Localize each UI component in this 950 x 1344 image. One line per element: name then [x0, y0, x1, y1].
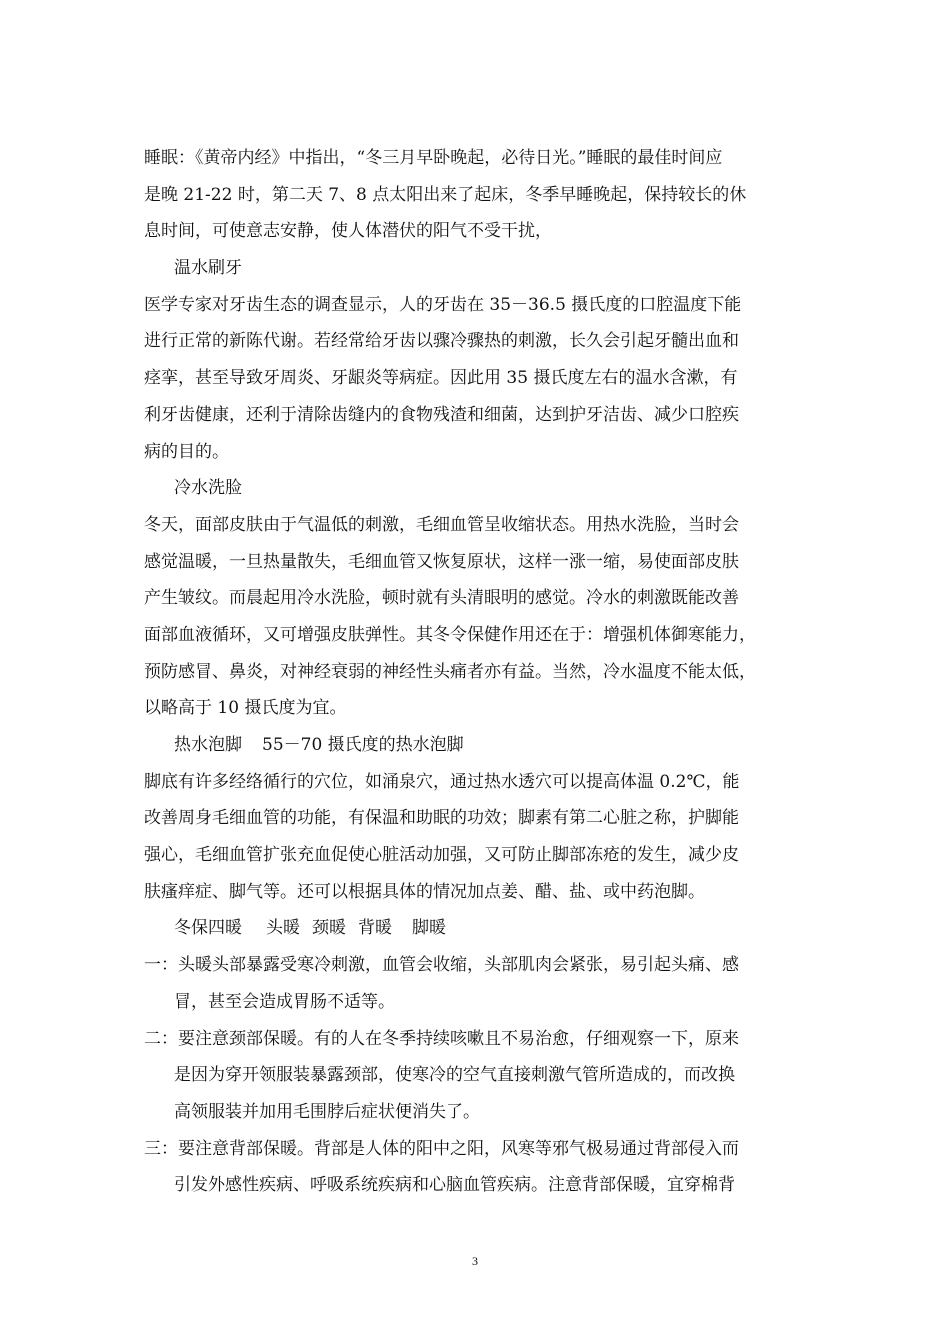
paragraph-line: 以略高于 10 摄氏度为宜。 — [144, 698, 347, 719]
list-marker: 三： — [144, 1138, 178, 1159]
paragraph-line: 强心，毛细血管扩张充血促使心脏活动加强，又可防止脚部冻疮的发生，减少皮 — [144, 845, 739, 866]
list-item-line: 要注意背部保暖。背部是人体的阳中之阳，风寒等邪气极易通过背部侵入而 — [178, 1138, 739, 1159]
paragraph-line: 面部血液循环，又可增强皮肤弹性。其冬令保健作用还在于：增强机体御寒能力， — [144, 624, 756, 645]
list-item-line: 引发外感性疾病、呼吸系统疾病和心脑血管疾病。注意背部保暖，宜穿棉背 — [174, 1175, 735, 1196]
sleep-paragraph — [144, 140, 812, 250]
list-item-line: 是因为穿开领服装暴露颈部，使寒冷的空气直接刺激气管所造成的，而改换 — [174, 1065, 735, 1086]
paragraph-line: 息时间，可使意志安静，使人体潜伏的阳气不受干扰， — [144, 221, 552, 242]
list-item — [144, 1021, 812, 1131]
four-warm-item: 脚暖 — [412, 918, 446, 939]
section-heading-teeth: 温水刷牙 — [174, 258, 242, 279]
section-heading-four-warm — [144, 910, 812, 947]
paragraph-line: 产生皱纹。而晨起用冷水洗脸，顿时就有头清眼明的感觉。冷水的刺激既能改善 — [144, 588, 739, 609]
list-item — [144, 1131, 812, 1204]
paragraph-line: 进行正常的新陈代谢。若经常给牙齿以骤冷骤热的刺激，长久会引起牙髓出血和 — [144, 331, 739, 352]
four-warm-item: 头暖 — [266, 918, 300, 939]
list-item-line: 冒，甚至会造成胃肠不适等。 — [174, 991, 395, 1012]
list-item — [144, 947, 812, 1020]
teeth-paragraph — [144, 287, 812, 470]
list-item-line: 要注意颈部保暖。有的人在冬季持续咳嗽且不易治愈，仔细观察一下，原来 — [178, 1028, 739, 1049]
paragraph-line: 冬天，面部皮肤由于气温低的刺激，毛细血管呈收缩状态。用热水洗脸，当时会 — [144, 514, 739, 535]
page-content — [144, 140, 812, 1204]
section-heading-face: 冷水洗脸 — [174, 478, 242, 499]
paragraph-line: 痉挛，甚至导致牙周炎、牙龈炎等病症。因此用 35 摄氏度左右的温水含漱，有 — [144, 368, 738, 389]
list-marker: 一： — [144, 955, 178, 976]
paragraph-line: 医学专家对牙齿生态的调查显示，人的牙齿在 35－36.5 摄氏度的口腔温度下能 — [144, 294, 742, 315]
four-warm-list — [144, 947, 812, 1204]
section-heading-feet — [144, 727, 812, 764]
list-item-line: 高领服装并加用毛围脖后症状便消失了。 — [174, 1101, 480, 1122]
paragraph-line: 预防感冒、鼻炎，对神经衰弱的神经性头痛者亦有益。当然，冷水温度不能太低， — [144, 661, 756, 682]
face-paragraph — [144, 507, 812, 727]
section-heading-feet-subtitle: 55－70 摄氏度的热水泡脚 — [262, 735, 464, 755]
list-marker: 二： — [144, 1028, 178, 1049]
paragraph-line: 是晚 21-22 时，第二天 7、8 点太阳出来了起床，冬季早睡晚起，保持较长的休 — [144, 184, 747, 205]
paragraph-line: 肤瘙痒症、脚气等。还可以根据具体的情况加点姜、醋、盐、或中药泡脚。 — [144, 881, 705, 902]
paragraph-line: 改善周身毛细血管的功能，有保温和助眠的功效；脚素有第二心脏之称，护脚能 — [144, 808, 739, 829]
page-number: 3 — [472, 1254, 478, 1268]
feet-paragraph — [144, 764, 812, 911]
paragraph-line: 感觉温暖，一旦热量散失，毛细血管又恢复原状，这样一涨一缩，易使面部皮肤 — [144, 551, 739, 572]
paragraph-line: 睡眠：《黄帝内经》中指出，“冬三月早卧晚起，必待日光。”睡眠的最佳时间应 — [144, 148, 723, 168]
list-item-line: 头暖头部暴露受寒冷刺激，血管会收缩，头部肌肉会紧张，易引起头痛、感 — [178, 955, 739, 976]
paragraph-line: 病的目的。 — [144, 441, 229, 462]
section-heading-four-warm-title: 冬保四暖 — [174, 918, 242, 939]
section-heading-feet-title: 热水泡脚 — [174, 735, 242, 755]
four-warm-item: 颈暖 — [312, 918, 346, 939]
paragraph-line: 脚底有许多经络循行的穴位，如涌泉穴，通过热水透穴可以提高体温 0.2℃，能 — [144, 771, 740, 792]
four-warm-item: 背暖 — [358, 918, 392, 939]
paragraph-line: 利牙齿健康，还利于清除齿缝内的食物残渣和细菌，达到护牙洁齿、减少口腔疾 — [144, 404, 739, 425]
